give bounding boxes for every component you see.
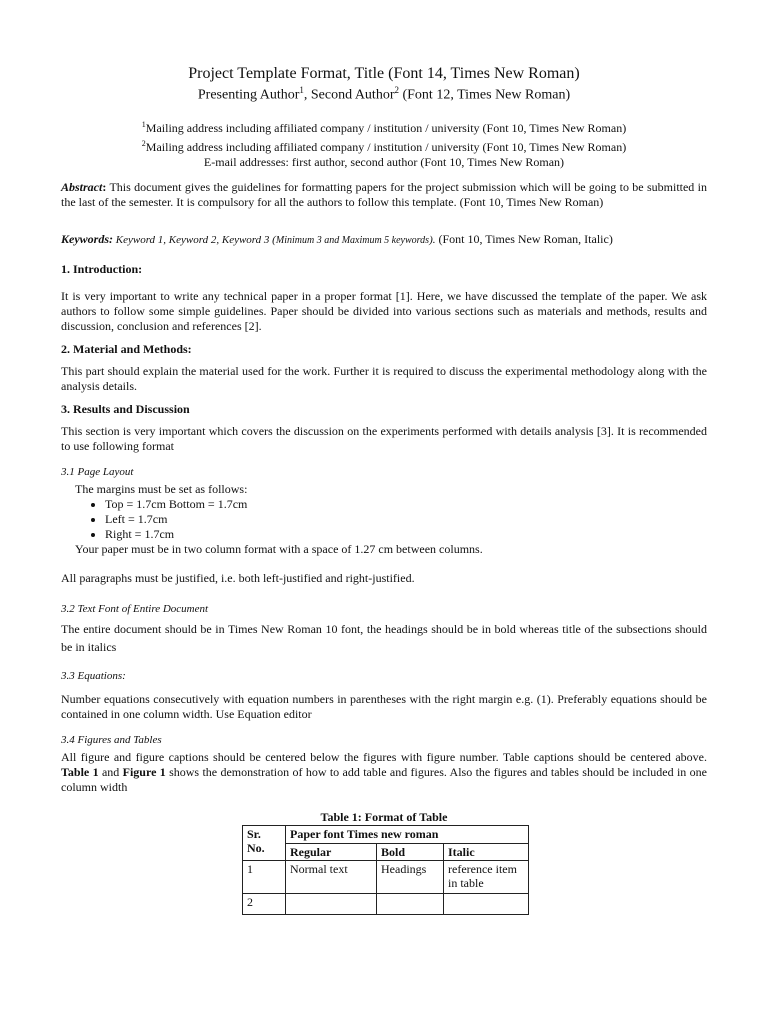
table-cell: 2 [243, 894, 286, 915]
affiliation-2-text: Mailing address including affiliated company / institution / university (Font 10, Times New Roman) [145, 140, 627, 154]
table-cell: 1 [243, 861, 286, 894]
table-reference: Table 1 [61, 765, 99, 779]
paper-title: Project Template Format, Title (Font 14, Times New Roman) [188, 65, 580, 82]
methods-heading: 2. Material and Methods: [61, 342, 192, 356]
affiliation-2-sup: 2 [141, 139, 146, 148]
table-cell: Headings [377, 861, 444, 894]
keywords-close: ). [429, 234, 436, 246]
affiliation-2 [0, 136, 768, 155]
affiliation-1-text: Mailing address including affiliated company / institution / university (Font 10, Times New Roman) [145, 121, 627, 135]
keywords-label: Keywords: [61, 232, 113, 246]
margin-item: • Top = 1.7cm Bottom = 1.7cm [105, 497, 707, 512]
font-heading: 3.2 Text Font of Entire Document [61, 603, 209, 615]
justify-note: All paragraphs must be justified, i.e. both left-justified and right-justified. [61, 571, 415, 585]
intro-heading: 1. Introduction: [61, 262, 143, 276]
equations-text: Number equations consecutively with equation numbers in parentheses with the right margin e.g. (1). Preferably equations should be contained in one column width. Use Equation editor [61, 692, 707, 721]
keywords-range: Minimum 3 and Maximum 5 keywords [275, 235, 430, 246]
email-line: E-mail addresses: first author, second author (Font 10, Times New Roman) [203, 155, 565, 169]
methods-text: This part should explain the material used for the work. Further it is required to discuss the experimental methodology along with the analysis details. [61, 364, 707, 393]
layout-body [75, 482, 707, 557]
keywords-list: Keyword 1, Keyword 2, Keyword 3 ( [113, 234, 276, 246]
format-table [242, 825, 529, 915]
keywords [61, 232, 707, 248]
author-1-sup: 1 [299, 85, 304, 95]
results-heading: 3. Results and Discussion [61, 402, 190, 416]
author-2: Second Author [310, 87, 395, 103]
abstract [61, 180, 707, 210]
table-row [243, 894, 529, 915]
font-text: The entire document should be in Times New Roman 10 font, the headings should be in bold whereas title of the subsections should be in italics [61, 622, 707, 654]
equations-heading: 3.3 Equations: [61, 670, 126, 682]
table-header-row [243, 826, 529, 844]
table-cell [377, 894, 444, 915]
affiliation-1-sup: 1 [141, 120, 146, 129]
affiliation-1 [0, 117, 768, 136]
results-text: This section is very important which covers the discussion on the experiments performed with details analysis [3]. It is recommended to use following format [61, 424, 707, 453]
figures-heading: 3.4 Figures and Tables [61, 734, 162, 746]
author-1: Presenting Author [197, 87, 300, 103]
table-row [243, 861, 529, 894]
keywords-note: (Font 10, Times New Roman, Italic) [435, 232, 613, 246]
affiliations [0, 117, 768, 170]
margin-item: • Left = 1.7cm [105, 512, 707, 527]
author-2-sup: 2 [394, 85, 399, 95]
table-subheader-row [243, 843, 529, 861]
font-group-header: Paper font Times new roman [286, 826, 529, 844]
italic-header: Italic [444, 843, 529, 861]
table-cell [444, 894, 529, 915]
column-note: Your paper must be in two column format with a space of 1.27 cm between columns. [75, 542, 483, 556]
regular-header: Regular [286, 843, 377, 861]
bold-header: Bold [377, 843, 444, 861]
figures-text-1: All figure and figure captions should be centered below the figures with figure number. Table captions should be centered above. [61, 750, 707, 764]
table-cell: reference item in table [444, 861, 529, 894]
intro-text: It is very important to write any technical paper in a proper format [1]. Here, we have discussed the template of the paper. We ask authors to follow some simple guidelines. Paper should be divided into various sections such as materials and methods, results and discussion, conclusion and references [2]. [61, 289, 707, 333]
margin-item: • Right = 1.7cm [105, 527, 707, 542]
figure-reference: Figure 1 [122, 765, 166, 779]
figures-and: and [98, 765, 123, 779]
author-line [0, 82, 768, 104]
author-font-note: (Font 12, Times New Roman) [398, 87, 571, 103]
figures-text [61, 750, 707, 795]
layout-heading: 3.1 Page Layout [61, 466, 134, 478]
table-cell [286, 894, 377, 915]
margin-list [75, 497, 707, 542]
table-caption: Table 1: Format of Table [320, 810, 448, 824]
abstract-label: Abstract [61, 180, 103, 194]
figures-text-2: shows the demonstration of how to add table and figures. Also the figures and tables should be included in one column width [61, 765, 707, 794]
author-separator: , [303, 87, 311, 103]
abstract-text: This document gives the guidelines for formatting papers for the project submission which will be going to be submitted in the last of the semester. It is compulsory for all the authors to follow this template. (Font 10, Times New Roman) [61, 180, 707, 209]
format-table-wrap [242, 825, 529, 915]
layout-intro: The margins must be set as follows: [75, 482, 248, 496]
table-cell: Normal text [286, 861, 377, 894]
sr-no-header: Sr. No. [243, 826, 286, 861]
abstract-colon: : [102, 180, 107, 194]
